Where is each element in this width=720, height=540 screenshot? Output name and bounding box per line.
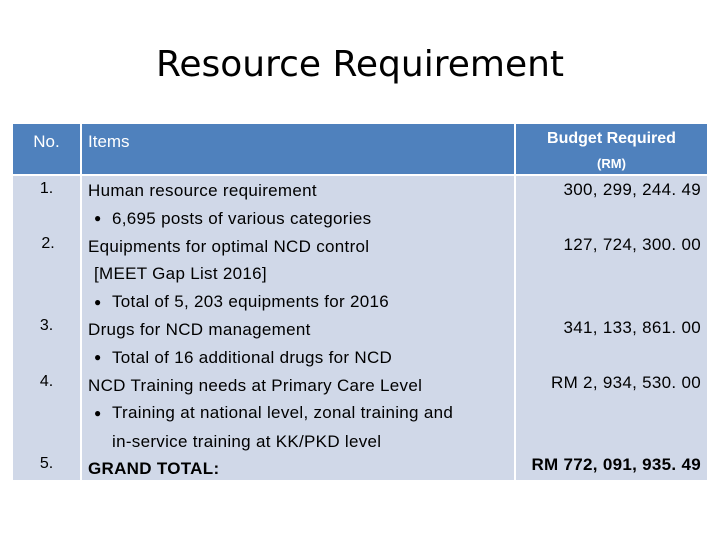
row-number: 4. xyxy=(39,373,54,390)
list-item: Drugs for NCD management xyxy=(88,320,311,340)
list-item-sub: [MEET Gap List 2016] xyxy=(94,264,267,284)
list-item-bullet: ● Total of 16 additional drugs for NCD xyxy=(88,344,513,372)
header-no: No. xyxy=(33,132,60,151)
header-budget-unit: (RM) xyxy=(597,156,626,171)
list-item-bullet: ● Training at national level, zonal training and xyxy=(88,399,513,427)
row-number: 2. xyxy=(41,235,55,252)
row-number: 5. xyxy=(39,455,54,472)
list-item: Human resource requirement xyxy=(88,181,317,200)
slide-title: Resource Requirement xyxy=(155,44,565,85)
budget-value: 300, 299, 244. 49 xyxy=(563,180,701,199)
grand-total-label: GRAND TOTAL: xyxy=(88,459,220,479)
bullet-icon: ● xyxy=(94,211,102,226)
header-no-cell xyxy=(13,124,80,174)
header-items: Items xyxy=(88,132,130,151)
resource-table xyxy=(13,124,707,480)
row-number: 1. xyxy=(39,180,54,197)
bullet-icon: ● xyxy=(94,350,102,365)
items-list xyxy=(88,177,513,483)
header-items-cell xyxy=(82,124,514,174)
budget-value: RM 2, 934, 530. 00 xyxy=(551,373,701,392)
header-budget-cell xyxy=(516,124,707,174)
bullet-icon: ● xyxy=(94,294,102,309)
grand-total-value: RM 772, 091, 935. 49 xyxy=(531,455,701,474)
list-item-continuation: in-service training at KK/PKD level xyxy=(112,431,382,451)
list-item-bullet: ● 6,695 posts of various categories xyxy=(88,205,513,233)
budget-value: 341, 133, 861. 00 xyxy=(563,318,701,337)
list-item: NCD Training needs at Primary Care Level xyxy=(88,375,423,395)
header-budget: Budget Required xyxy=(547,130,676,147)
row-number: 3. xyxy=(39,317,54,334)
budget-value: 127, 724, 300. 00 xyxy=(563,235,701,254)
list-item-bullet: ● Total of 5, 203 equipments for 2016 xyxy=(88,288,513,316)
bullet-icon: ● xyxy=(94,406,102,421)
list-item: Equipments for optimal NCD control xyxy=(88,236,370,256)
